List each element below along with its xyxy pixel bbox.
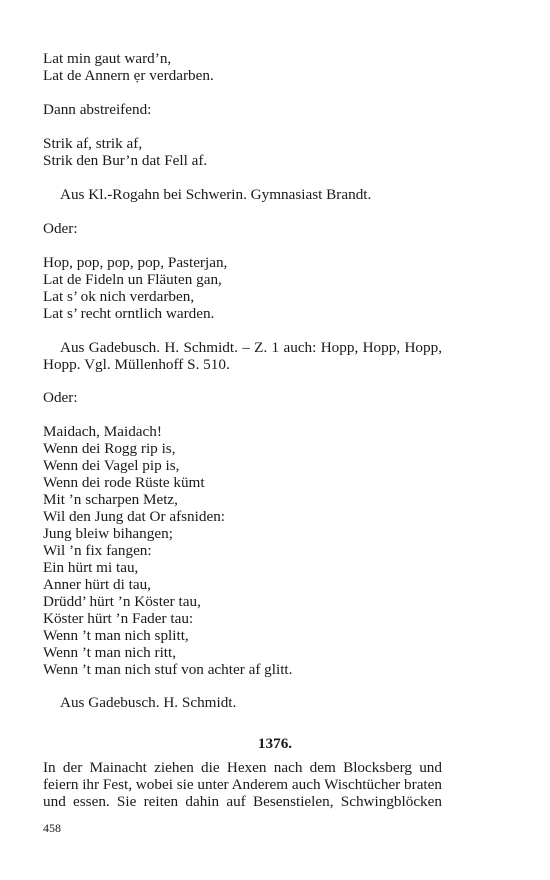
stage-direction: Dann abstreifend: (43, 101, 152, 118)
verse-line: Köster hürt ’n Fader tau: (43, 610, 194, 627)
verse-line: Wil ’n fix fangen: (43, 542, 152, 559)
source-note-cont: Hopp. Vgl. Müllenhoff S. 510. (43, 356, 230, 373)
page-number: 458 (43, 821, 61, 835)
verse-line: Wenn dei Rogg rip is, (43, 440, 176, 457)
oder-label: Oder: (43, 220, 78, 237)
verse-line: Wenn ’t man nich ritt, (43, 644, 177, 661)
verse-line: Hop, pop, pop, pop, Pasterjan, (43, 254, 228, 271)
verse-line: Lat s’ ok nich verdarben, (43, 288, 195, 305)
verse-line: Strik af, strik af, (43, 135, 143, 152)
verse-line: Strik den Bur’n dat Fell af. (43, 152, 208, 169)
source-note: Aus Gadebusch. H. Schmidt. (60, 694, 237, 711)
prose-line: feiern ihr Fest, wobei sie unter Anderem auch Wischtücher braten (43, 776, 442, 793)
verse-line: Lat de Fideln un Fläuten gan, (43, 271, 222, 288)
verse-line: Ein hürt mi tau, (43, 559, 139, 576)
verse-line: Lat de Annern ẹr verdarben. (43, 67, 214, 84)
oder-label: Oder: (43, 389, 78, 406)
section-heading: 1376. (257, 735, 293, 752)
source-note: Aus Gadebusch. H. Schmidt. – Z. 1 auch: Hopp, Hopp, Hopp, (60, 339, 442, 356)
verse-line: Wil den Jung dat Or afsniden: (43, 508, 226, 525)
verse-line: Wenn dei Vagel pip is, (43, 457, 180, 474)
verse-line: Lat s’ recht orntlich warden. (43, 305, 215, 322)
prose-line: In der Mainacht ziehen die Hexen nach dem Blocksberg und (43, 759, 442, 776)
verse-line: Mit ’n scharpen Metz, (43, 491, 178, 508)
verse-line: Drüdd’ hürt ’n Köster tau, (43, 593, 201, 610)
verse-line: Anner hürt di tau, (43, 576, 151, 593)
verse-line: Jung bleiw bihangen; (43, 525, 173, 542)
verse-line: Maidach, Maidach! (43, 423, 162, 440)
verse-line: Lat min gaut ward’n, (43, 50, 172, 67)
verse-line: Wenn ’t man nich stuf von achter af glitt. (43, 661, 293, 678)
source-note: Aus Kl.-Rogahn bei Schwerin. Gymnasiast Brandt. (60, 186, 372, 203)
verse-line: Wenn ’t man nich splitt, (43, 627, 189, 644)
verse-line: Wenn dei rode Rüste kümt (43, 474, 205, 491)
prose-line: und essen. Sie reiten dahin auf Besenstielen, Schwingblöcken (43, 793, 442, 810)
